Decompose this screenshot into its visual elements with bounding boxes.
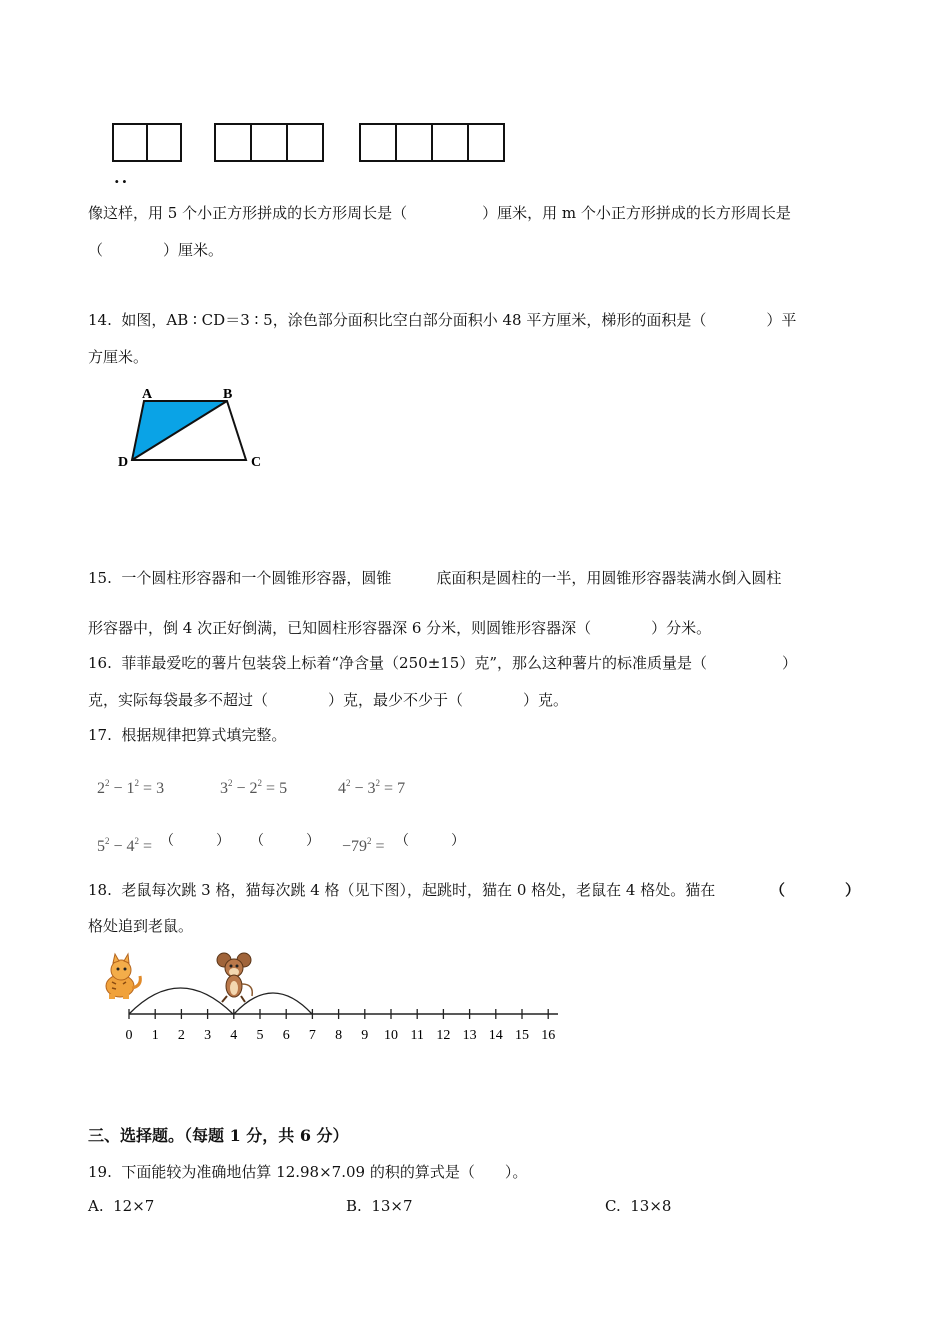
rect-three-squares [215,124,323,161]
q14-line1: 14. 如图，AB ∶ CD＝3 ∶ 5，涂色部分面积比空白部分面积小 48 平方厘米，梯形的面积是（ ）平 [88,311,797,329]
trapezoid-figure [112,383,272,473]
jump-arc-2 [234,993,312,1014]
option-b[interactable]: B. 13×7 [346,1197,413,1215]
answer-blank-1[interactable]: （ ） [160,833,230,849]
q19-question: 19. 下面能较为准确地估算 12.98×7.09 的积的算式是（ ）。 [88,1163,528,1181]
label-b: B [223,387,233,402]
q15-line1: 15. 一个圆柱形容器和一个圆锥形容器，圆锥 底面积是圆柱的一半，用圆锥形容器装满水倒入圆柱 [88,569,782,587]
label-c: C [251,455,262,470]
answer-blank-2[interactable]: （ ） [250,833,320,849]
answer-blank-3[interactable]: （ ） [395,833,465,849]
q14-line2: 方厘米。 [88,348,149,366]
q13-line2: （ ）厘米。 [88,241,224,259]
tick-label: 10 [384,1028,398,1043]
cat-icon [106,954,140,999]
tick-label: 0 [125,1028,133,1043]
tick-label: 16 [541,1028,556,1043]
q17-title: 17. 根据规律把算式填完整。 [88,726,287,744]
tick-label: 6 [282,1028,290,1043]
tick-label: 15 [515,1028,529,1043]
tick-label: 7 [308,1028,316,1043]
q13-line1: 像这样，用 5 个小正方形拼成的长方形周长是（ ）厘米，用 m 个小正方形拼成的长方形周长是 [88,204,791,222]
tick-label: 1 [151,1028,159,1043]
square-rectangles-figure [108,120,508,166]
tick-label: 13 [462,1028,477,1043]
option-a[interactable]: A. 12×7 [88,1197,155,1215]
equation-3: $4^2 - 3^2 = 7$ [338,778,406,797]
q16-line1: 16. 菲菲最爱吃的薯片包装袋上标着“净含量（250±15）克”，那么这种薯片的标准质量是（ ） [88,654,798,672]
q18-answer-blank[interactable]: （ ） [770,881,861,899]
equation-1: $2^2 - 1^2 = 3$ [97,778,165,797]
tick-label: 8 [335,1028,343,1043]
mouse-icon [217,953,252,1002]
q18-line1: 18. 老鼠每次跳 3 格，猫每次跳 4 格（见下图），起跳时，猫在 0 格处，老鼠在 4 格处。猫在 [88,881,716,899]
equation-4: $5^2 - 4^2$ = [97,836,153,855]
tick-label: 2 [177,1028,185,1043]
number-line-figure [96,948,566,1048]
section-3-title: 三、选择题。（每题 1 分，共 6 分） [88,1126,349,1145]
ellipsis-dots: .. [114,168,130,187]
tick-label: 5 [256,1028,264,1043]
tick-label: 14 [488,1028,503,1043]
option-c[interactable]: C. 13×8 [605,1197,672,1215]
label-d: D [118,455,129,470]
tick-label: 9 [361,1028,369,1043]
q18-line2: 格处追到老鼠。 [88,917,194,935]
tick-label: 3 [204,1028,212,1043]
equation-2: $3^2 - 2^2 = 5$ [220,778,288,797]
equation-6: $-79^2$ = [342,836,385,855]
tick-label: 4 [230,1028,238,1043]
tick-label: 11 [410,1028,424,1043]
label-a: A [142,387,153,402]
q15-line2: 形容器中，倒 4 次正好倒满，已知圆柱形容器深 6 分米，则圆锥形容器深（ ）分米。 [88,619,712,637]
q16-line2: 克，实际每袋最多不超过（ ）克，最少不少于（ ）克。 [88,691,569,709]
tick-label: 12 [436,1028,451,1043]
